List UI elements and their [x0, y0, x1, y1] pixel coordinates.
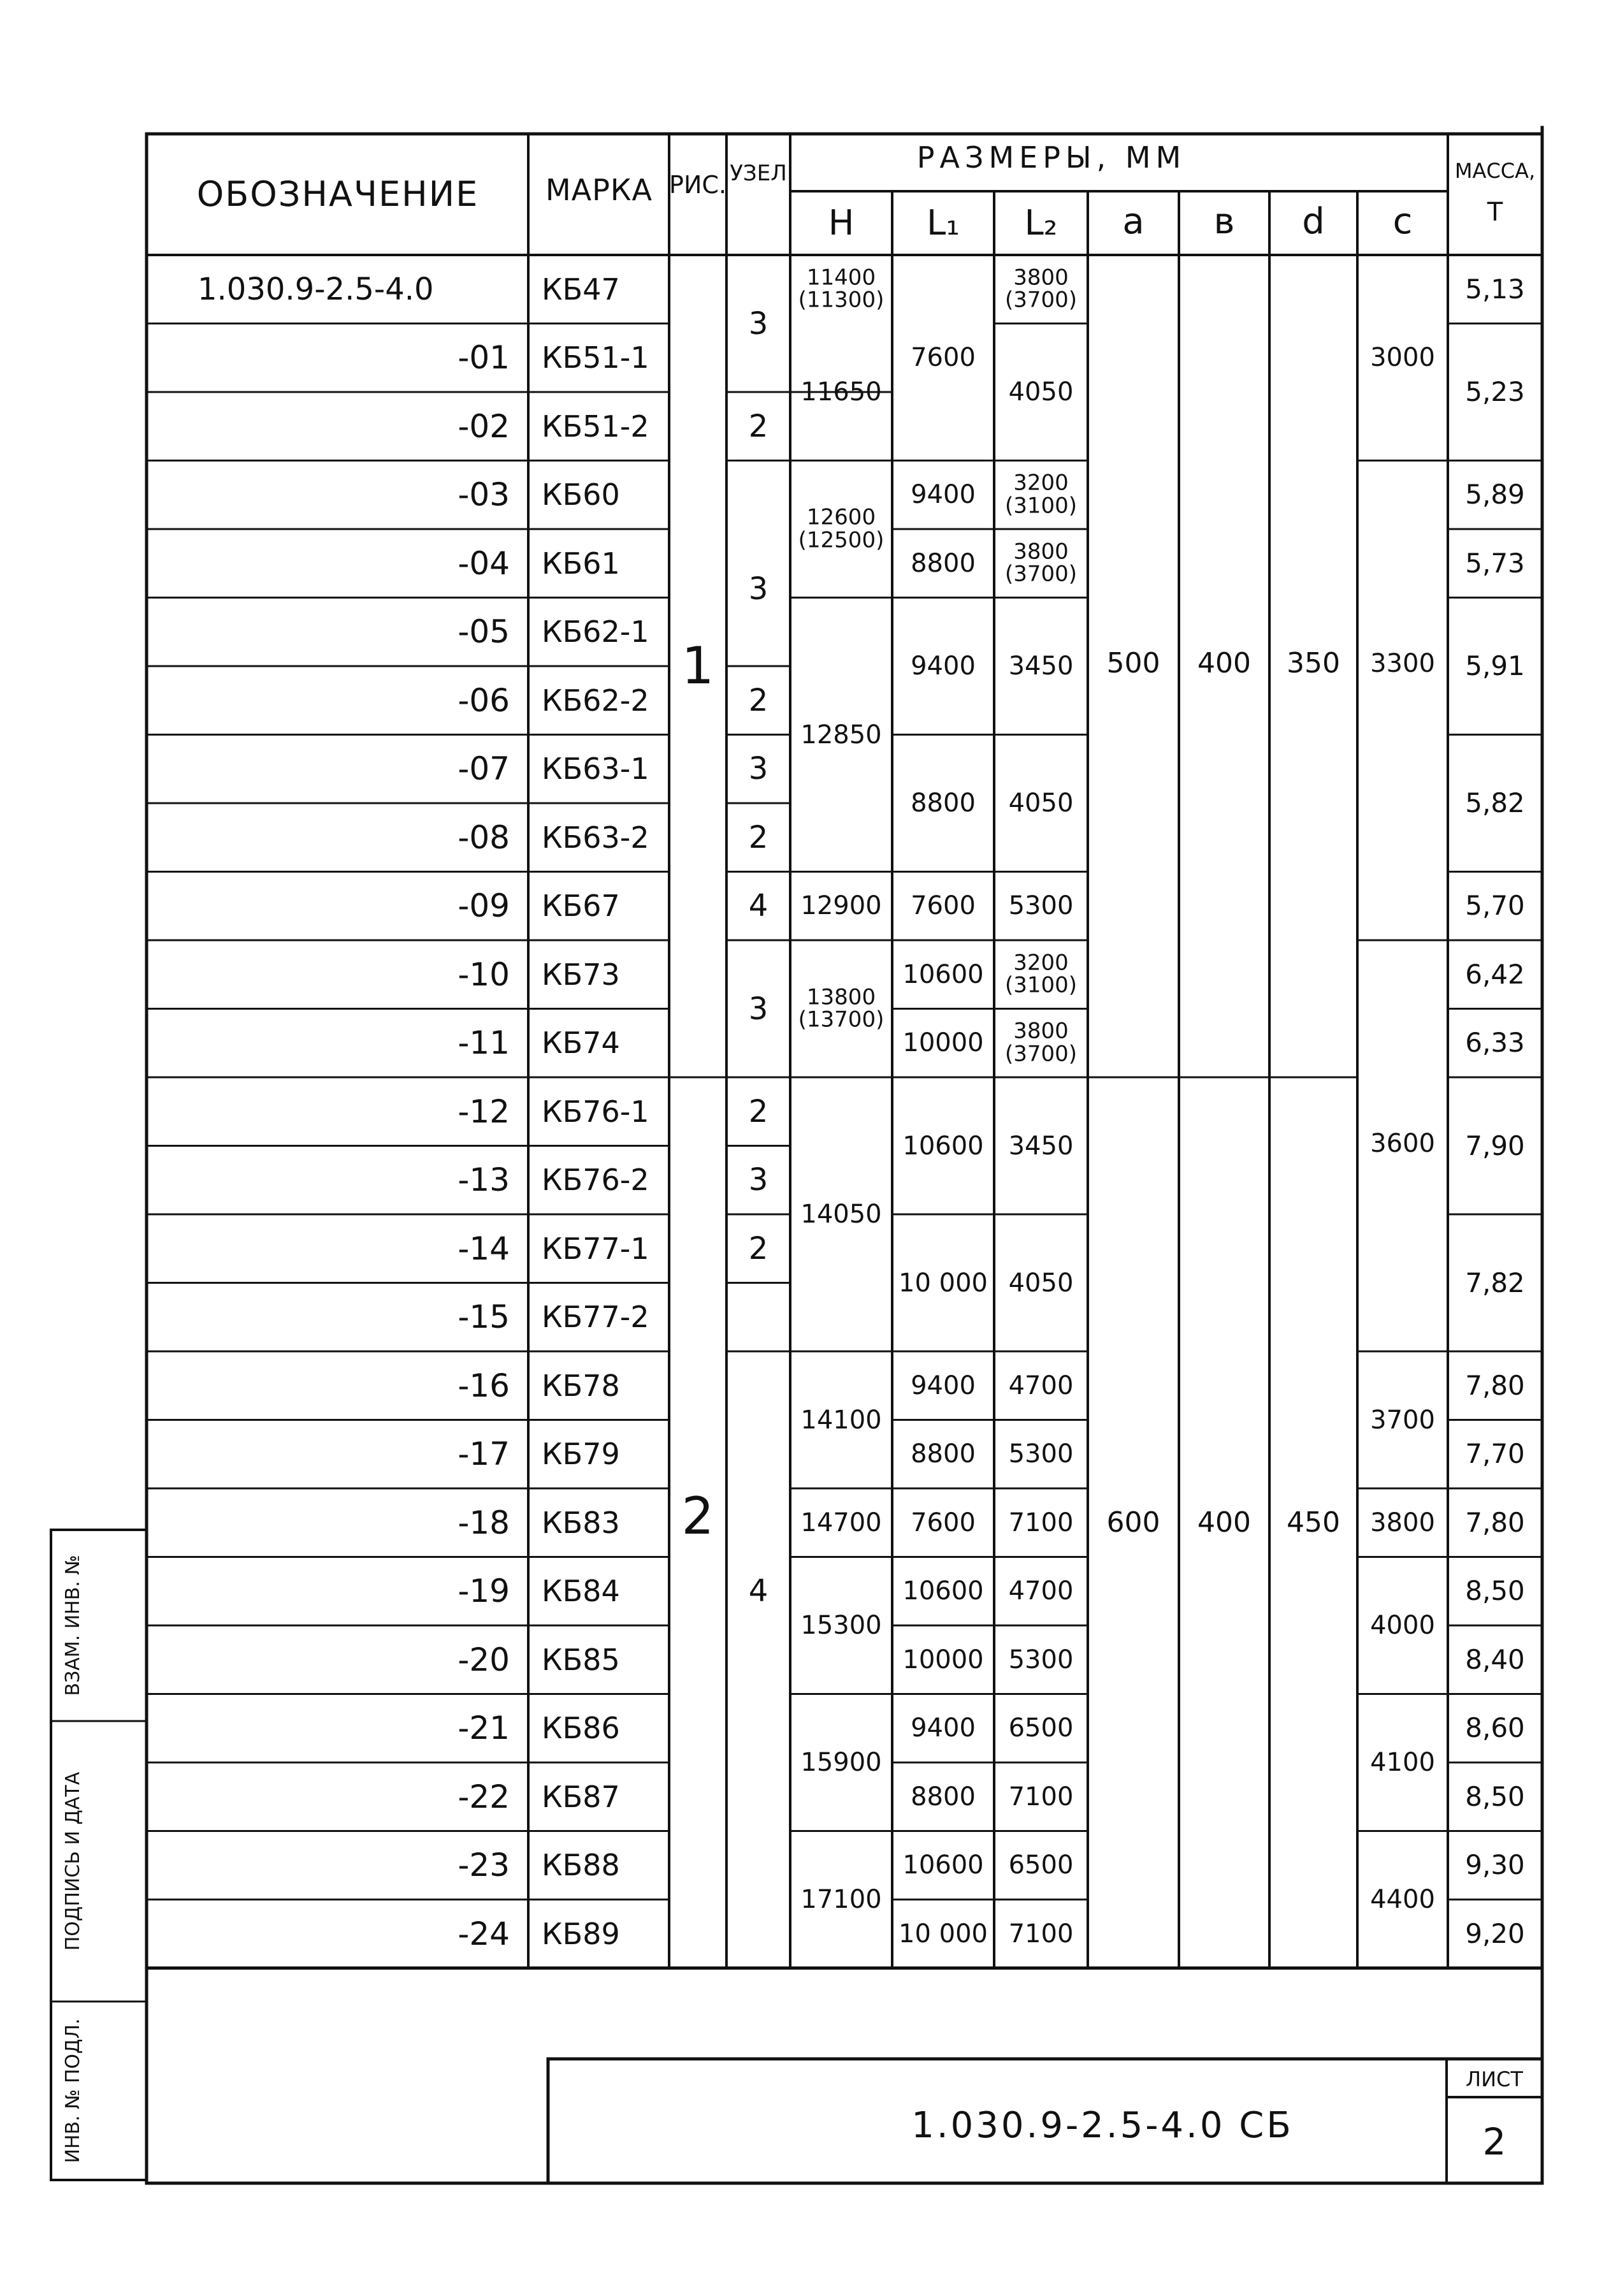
- designation-cell: -12: [458, 1093, 510, 1130]
- mark-cell: КБ51-2: [542, 409, 649, 444]
- length-l2-cell: 3200 (3100): [1004, 950, 1078, 998]
- length-l2-cell: 3800 (3700): [1004, 265, 1078, 313]
- length-l1-cell: 10600: [902, 1576, 984, 1606]
- designation-cell: -20: [458, 1641, 510, 1678]
- length-l2-cell: 4050: [1008, 377, 1074, 407]
- mark-cell: КБ87: [542, 1779, 620, 1814]
- mark-cell: КБ79: [542, 1437, 620, 1472]
- header-H: Н: [828, 203, 855, 243]
- mark-cell: КБ78: [542, 1368, 620, 1403]
- header-c: c: [1392, 201, 1413, 242]
- designation-cell: -05: [458, 613, 510, 651]
- mass-cell: 7,80: [1465, 1369, 1525, 1401]
- mass-cell: 7,70: [1465, 1438, 1525, 1470]
- height-cell: 15900: [800, 1748, 882, 1777]
- node-cell: 4: [748, 1573, 769, 1609]
- dim-d-cell: 350: [1287, 647, 1340, 680]
- mass-cell: 6,42: [1465, 958, 1525, 990]
- mark-cell: КБ77-2: [542, 1300, 649, 1335]
- designation-cell: -13: [458, 1161, 510, 1199]
- vzam-inv-label: ВЗАМ. ИНВ. №: [62, 1555, 84, 1696]
- node-cell: 2: [748, 408, 769, 444]
- mark-cell: КБ84: [542, 1574, 620, 1609]
- designation-cell: -21: [458, 1710, 510, 1747]
- length-l1-cell: 10000: [902, 1645, 984, 1675]
- dim-c-cell: 3600: [1370, 1128, 1435, 1158]
- mass-cell: 6,33: [1465, 1027, 1525, 1059]
- designation-cell: -23: [458, 1847, 510, 1884]
- mass-cell: 5,91: [1465, 650, 1525, 681]
- header-ris: РИС.: [669, 171, 726, 199]
- node-cell: 3: [748, 751, 769, 787]
- height-cell: 13800 (13700): [798, 984, 885, 1033]
- length-l2-cell: 6500: [1008, 1850, 1074, 1880]
- header-oboznachenie: ОБОЗНАЧЕНИЕ: [196, 174, 479, 214]
- node-cell: 2: [748, 819, 769, 855]
- designation-cell: -07: [458, 750, 510, 788]
- length-l1-cell: 9400: [911, 651, 976, 681]
- mark-cell: КБ51-1: [542, 340, 649, 375]
- mass-cell: 7,90: [1465, 1130, 1525, 1161]
- mass-cell: 5,70: [1465, 890, 1525, 922]
- designation-cell: -06: [458, 681, 510, 719]
- node-cell: 3: [748, 991, 769, 1027]
- mass-cell: 8,60: [1465, 1712, 1525, 1744]
- mark-cell: КБ63-1: [542, 752, 649, 787]
- height-cell: 12900: [800, 891, 882, 921]
- designation-cell: -19: [458, 1573, 510, 1610]
- length-l2-cell: 4050: [1008, 1268, 1074, 1298]
- node-cell: 3: [748, 570, 769, 607]
- mark-cell: КБ61: [542, 546, 620, 581]
- length-l2-cell: 3200 (3100): [1004, 470, 1078, 519]
- mass-cell: 5,89: [1465, 479, 1525, 511]
- mark-cell: КБ63-2: [542, 820, 649, 855]
- dim-c-cell: 4000: [1370, 1611, 1435, 1640]
- mass-cell: 9,30: [1465, 1849, 1525, 1881]
- mark-cell: КБ83: [542, 1505, 620, 1540]
- header-a: a: [1122, 201, 1145, 242]
- height-cell: 12600 (12500): [798, 504, 885, 553]
- designation-cell: -08: [458, 818, 510, 856]
- mass-cell: 7,80: [1465, 1506, 1525, 1538]
- length-l2-cell: 4700: [1008, 1576, 1074, 1606]
- mark-cell: КБ86: [542, 1711, 620, 1746]
- node-cell: 4: [748, 888, 769, 924]
- length-l2-cell: 5300: [1008, 891, 1074, 921]
- length-l2-cell: 7100: [1008, 1919, 1074, 1949]
- mass-cell: 8,50: [1465, 1575, 1525, 1607]
- header-L2: L₂: [1024, 203, 1058, 243]
- designation-cell: -24: [458, 1915, 510, 1952]
- dim-c-cell: 3000: [1370, 343, 1435, 373]
- length-l1-cell: 10 000: [899, 1268, 988, 1298]
- length-l2-cell: 7100: [1008, 1782, 1074, 1812]
- designation-cell: -04: [458, 544, 510, 582]
- designation-cell: -03: [458, 476, 510, 514]
- node-cell: 3: [748, 305, 769, 342]
- designation-cell: -02: [458, 407, 510, 445]
- header-marka: МАРКА: [545, 173, 653, 207]
- mark-cell: КБ67: [542, 889, 620, 924]
- length-l2-cell: 3800 (3700): [1004, 539, 1078, 587]
- designation-cell: 1.030.9-2.5-4.0: [198, 271, 434, 307]
- header-razmery: РАЗМЕРЫ, ММ: [916, 140, 1187, 175]
- dim-c-cell: 3800: [1370, 1508, 1435, 1537]
- mark-cell: КБ62-1: [542, 614, 649, 650]
- figure-cell: 2: [681, 1486, 714, 1546]
- length-l1-cell: 9400: [911, 1370, 976, 1400]
- mass-cell: 5,82: [1465, 787, 1525, 818]
- length-l1-cell: 9400: [911, 480, 976, 510]
- mark-cell: КБ73: [542, 957, 620, 992]
- document-code: 1.030.9-2.5-4.0 СБ: [911, 2105, 1294, 2146]
- length-l2-cell: 4700: [1008, 1370, 1074, 1400]
- length-l2-cell: 3450: [1008, 651, 1074, 681]
- height-cell: 14100: [800, 1405, 882, 1435]
- height-cell: 11650: [800, 377, 882, 407]
- length-l1-cell: 7600: [911, 343, 976, 373]
- mark-cell: КБ76-2: [542, 1163, 649, 1198]
- node-cell: 2: [748, 682, 769, 718]
- designation-cell: -01: [458, 339, 510, 377]
- header-uzel: УЗЕЛ: [730, 161, 787, 186]
- mass-cell: 5,23: [1465, 376, 1525, 407]
- designation-cell: -17: [458, 1435, 510, 1473]
- mark-cell: КБ74: [542, 1026, 620, 1061]
- mass-cell: 8,50: [1465, 1780, 1525, 1812]
- inv-podl-label: ИНВ. № ПОДЛ.: [62, 2018, 84, 2163]
- mass-cell: 8,40: [1465, 1643, 1525, 1675]
- mark-cell: КБ60: [542, 477, 620, 512]
- signature-date-label: ПОДПИСЬ И ДАТА: [62, 1771, 84, 1951]
- mass-cell: 5,13: [1465, 273, 1525, 305]
- node-cell: 3: [748, 1162, 769, 1198]
- height-cell: 12850: [800, 720, 882, 750]
- mass-cell: 7,82: [1465, 1267, 1525, 1298]
- designation-cell: -18: [458, 1504, 510, 1541]
- height-cell: 15300: [800, 1611, 882, 1640]
- dim-c-cell: 4100: [1370, 1748, 1435, 1777]
- length-l1-cell: 7600: [911, 891, 976, 921]
- mark-cell: КБ47: [542, 272, 620, 307]
- mass-cell: 5,73: [1465, 547, 1525, 579]
- designation-cell: -09: [458, 887, 510, 925]
- height-cell: 14050: [800, 1200, 882, 1229]
- dim-c-cell: 4400: [1370, 1885, 1435, 1914]
- header-massa: МАССА,: [1454, 159, 1536, 183]
- mark-cell: КБ76-1: [542, 1094, 649, 1129]
- length-l1-cell: 8800: [911, 1439, 976, 1469]
- header-d: d: [1302, 201, 1325, 242]
- length-l2-cell: 4050: [1008, 788, 1074, 818]
- dim-a-cell: 600: [1106, 1506, 1160, 1539]
- length-l1-cell: 10600: [902, 959, 984, 989]
- mark-cell: КБ85: [542, 1642, 620, 1677]
- height-cell: 17100: [800, 1885, 882, 1914]
- node-cell: 2: [748, 1093, 769, 1130]
- dim-d-cell: 450: [1287, 1506, 1340, 1539]
- header-massa-unit: Т: [1487, 198, 1503, 227]
- length-l2-cell: 5300: [1008, 1439, 1074, 1469]
- height-cell: 11400 (11300): [798, 265, 885, 313]
- length-l2-cell: 3800 (3700): [1004, 1018, 1078, 1067]
- mark-cell: КБ77-1: [542, 1231, 649, 1266]
- length-l1-cell: 10600: [902, 1131, 984, 1161]
- dim-c-cell: 3300: [1370, 649, 1435, 679]
- mark-cell: КБ88: [542, 1848, 620, 1883]
- dim-b-cell: 400: [1197, 647, 1251, 680]
- length-l1-cell: 10000: [902, 1028, 984, 1058]
- length-l1-cell: 7600: [911, 1508, 976, 1537]
- mark-cell: КБ89: [542, 1916, 620, 1951]
- node-cell: 2: [748, 1230, 769, 1267]
- designation-cell: -11: [458, 1024, 510, 1062]
- header-b: в: [1213, 201, 1235, 242]
- designation-cell: -10: [458, 955, 510, 993]
- length-l2-cell: 5300: [1008, 1645, 1074, 1675]
- sheet-number: 2: [1482, 2120, 1506, 2163]
- figure-cell: 1: [681, 636, 714, 695]
- length-l2-cell: 7100: [1008, 1508, 1074, 1537]
- designation-cell: -22: [458, 1778, 510, 1815]
- dim-a-cell: 500: [1106, 647, 1160, 680]
- sheet-label: ЛИСТ: [1466, 2067, 1523, 2091]
- length-l2-cell: 6500: [1008, 1713, 1074, 1743]
- height-cell: 14700: [800, 1508, 882, 1537]
- header-L1: L₁: [927, 203, 960, 243]
- length-l1-cell: 10600: [902, 1850, 984, 1880]
- length-l1-cell: 10 000: [899, 1919, 988, 1949]
- length-l1-cell: 9400: [911, 1713, 976, 1743]
- dim-b-cell: 400: [1197, 1506, 1251, 1539]
- designation-cell: -16: [458, 1367, 510, 1404]
- length-l1-cell: 8800: [911, 1782, 976, 1812]
- length-l1-cell: 8800: [911, 788, 976, 818]
- length-l2-cell: 3450: [1008, 1131, 1074, 1161]
- designation-cell: -15: [458, 1298, 510, 1336]
- length-l1-cell: 8800: [911, 548, 976, 578]
- mass-cell: 9,20: [1465, 1917, 1525, 1949]
- mark-cell: КБ62-2: [542, 683, 649, 718]
- designation-cell: -14: [458, 1230, 510, 1267]
- dim-c-cell: 3700: [1370, 1405, 1435, 1435]
